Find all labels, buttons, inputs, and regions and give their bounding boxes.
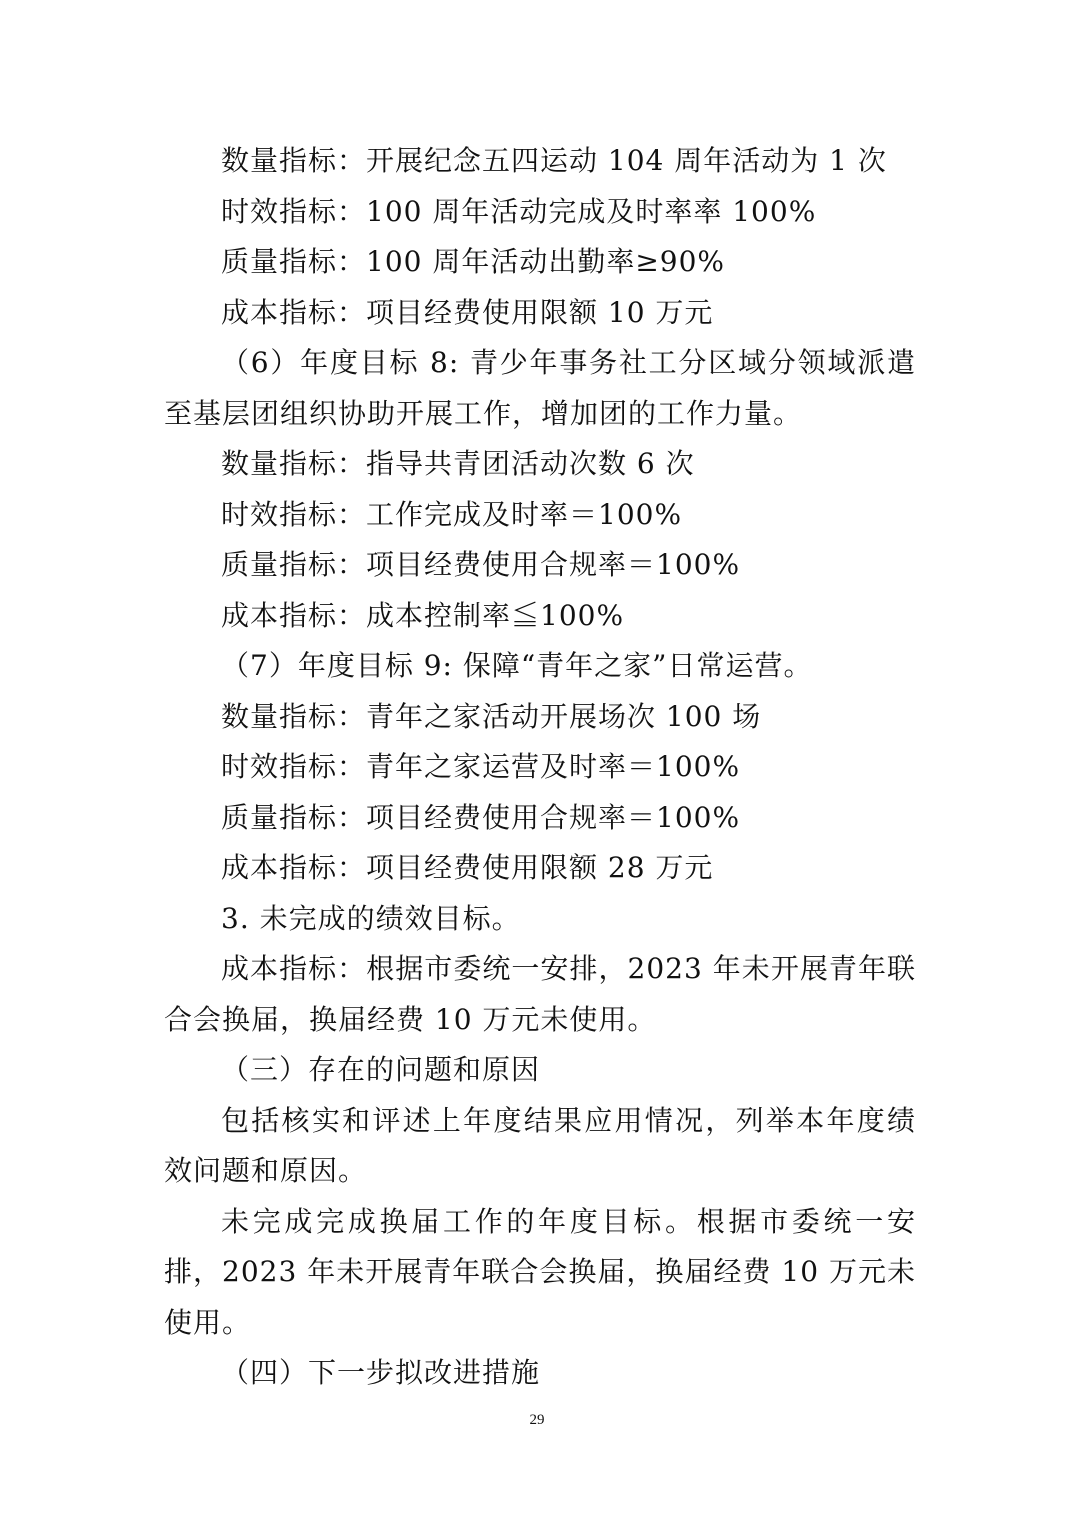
goal-9-indicator-timeliness: 时效指标：青年之家运营及时率＝100% [221, 750, 741, 783]
goal-8-indicator-quantity: 数量指标：指导共青团活动次数 6 次 [221, 447, 695, 480]
problems-paragraph-2: 未完成完成换届工作的年度目标。根据市委统一安排，2023 年未开展青年联合会换届，换届经费 10 万元未使用。 [164, 1204, 916, 1339]
problems-paragraph-1: 包括核实和评述上年度结果应用情况，列举本年度绩效问题和原因。 [164, 1103, 916, 1187]
next-steps-heading: （四）下一步拟改进措施 [221, 1356, 541, 1389]
problems-heading: （三）存在的问题和原因 [221, 1053, 541, 1086]
goal-8-paragraph: （6）年度目标 8: 青少年事务社工分区域分领域派遣至基层团组织协助开展工作，增加团的工作力量。 [164, 346, 916, 430]
goal-9-indicator-quality: 质量指标：项目经费使用合规率＝100% [221, 800, 741, 834]
goal-9-indicator-quantity: 数量指标：青年之家活动开展场次 100 场 [221, 699, 762, 733]
goal-8-indicator-cost: 成本指标：成本控制率≦100% [221, 598, 625, 632]
indicator-timeliness-100: 时效指标：100 周年活动完成及时率率 100% [221, 194, 817, 228]
goal-8-indicator-timeliness: 时效指标：工作完成及时率＝100% [221, 497, 683, 531]
goal-9-indicator-cost: 成本指标：项目经费使用限额 28 万元 [221, 851, 714, 884]
unfinished-goals-paragraph: 成本指标：根据市委统一安排，2023 年未开展青年联合会换届，换届经费 10 万元未使用。 [164, 952, 916, 1036]
indicator-quantity-104: 数量指标：开展纪念五四运动 104 周年活动为 1 次 [221, 144, 887, 177]
indicator-cost-100: 成本指标：项目经费使用限额 10 万元 [221, 295, 714, 329]
unfinished-goals-heading: 3. 未完成的绩效目标。 [221, 901, 521, 935]
indicator-quality-100: 质量指标：100 周年活动出勤率≥90% [221, 245, 726, 278]
page-number: 29 [529, 1412, 545, 1428]
document-body [164, 136, 916, 1399]
goal-8-indicator-quality: 质量指标：项目经费使用合规率＝100% [221, 548, 741, 581]
goal-9-paragraph: （7）年度目标 9: 保障“青年之家”日常运营。 [221, 649, 813, 682]
